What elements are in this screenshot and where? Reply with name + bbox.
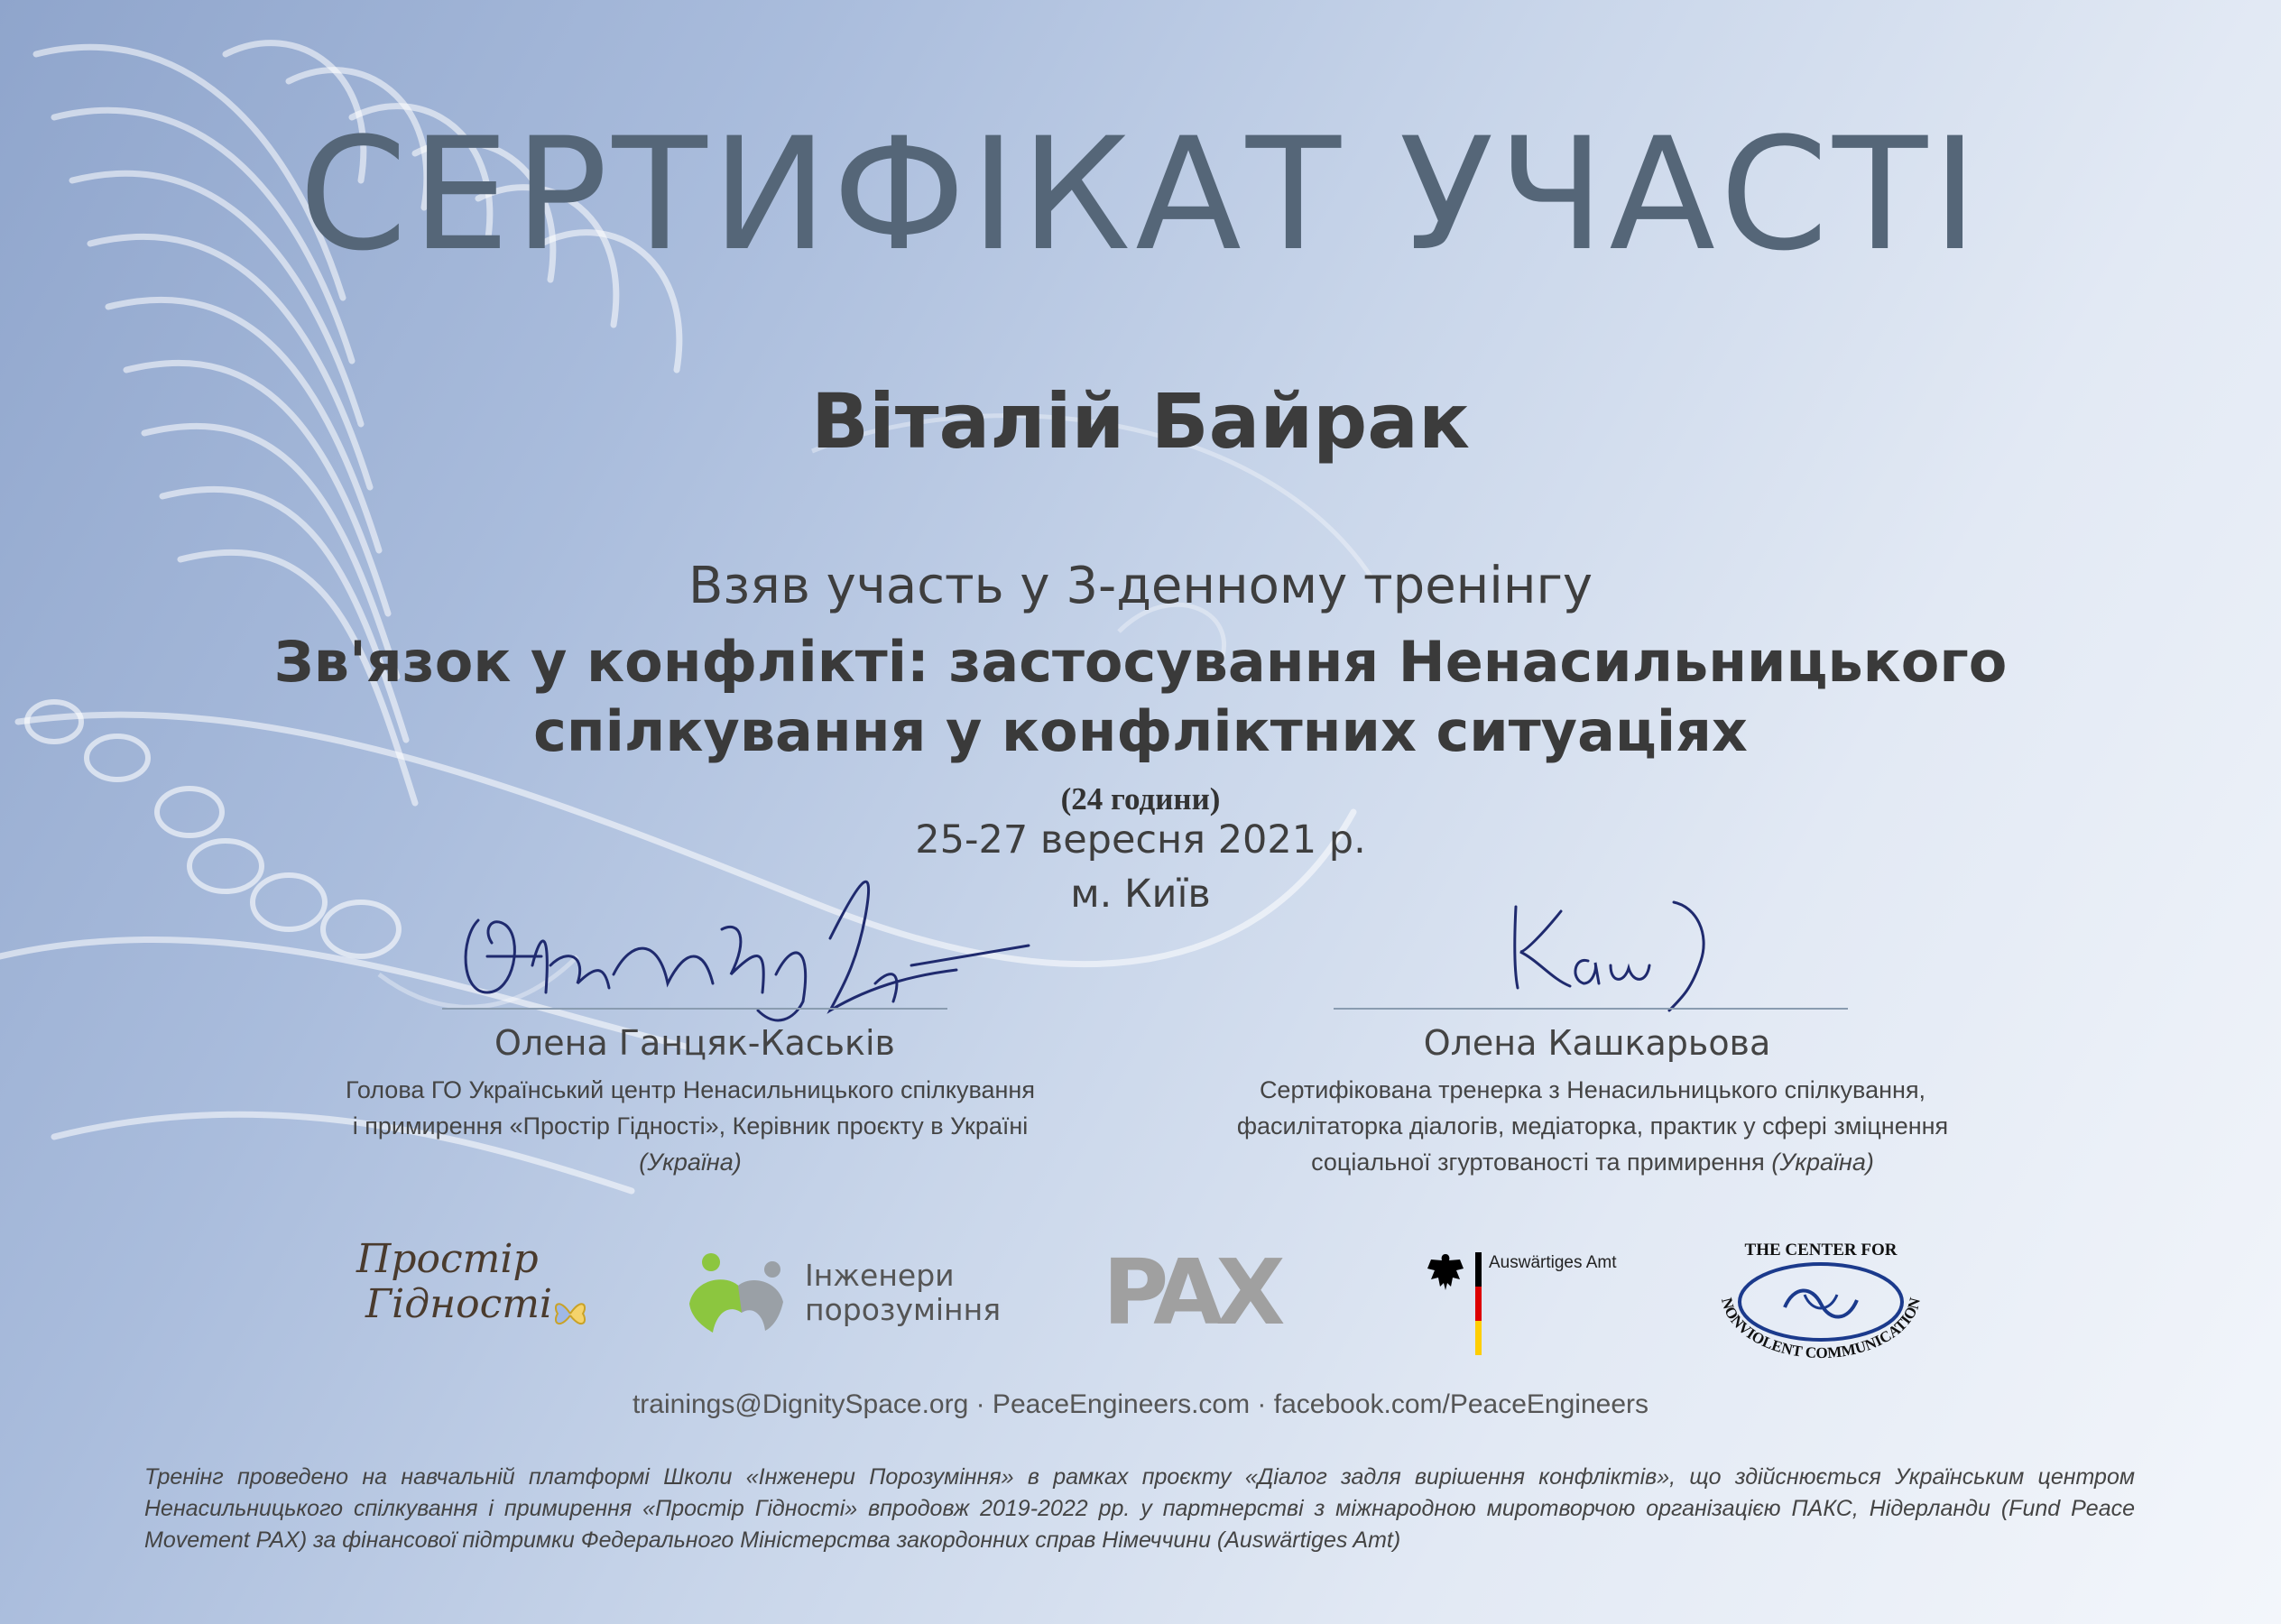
peace-engineers-logo — [686, 1250, 1011, 1349]
course-hours: (24 години) — [1060, 781, 1221, 817]
certificate-title: СЕРТИФІКАТ УЧАСТІ — [299, 104, 1982, 285]
course-title — [0, 627, 2281, 766]
signer-2-name: Олена Кашкарьова — [1423, 1023, 1771, 1063]
footer-note: Тренінг проведено на навчальній платформі Школи «Інженери Порозуміння» в рамках проєкту «Діалог задля вирішення конфліктів», що здійснюється Українським центром Ненасильницького спілкування і примирення «Простір Гідності» впродовж 2019-2022 рр. у партнерстві з міжнародною миротворчою організацією ПАКС, Нідерланди (Fund Peace Movement PAX) за фінансової підтримки Федерального Міністерства закордонних справ Німеччини (Auswärtiges Amt) — [144, 1464, 2135, 1553]
signer-1-name: Олена Ганцяк-Каськів — [494, 1023, 895, 1063]
signature-1 — [451, 857, 1047, 1038]
cnvc-text-top: THE CENTER FOR — [1744, 1241, 1898, 1260]
auswaertiges-amt-label: Auswärtiges Amt — [1489, 1253, 1617, 1272]
people-icon — [686, 1250, 794, 1340]
pax-logo: PAX — [1103, 1240, 1279, 1345]
signer-2-country: (Україна) — [1771, 1149, 1874, 1176]
course-city: м. Київ — [1070, 872, 1211, 917]
course-dates: 25-27 вересня 2021 р. — [915, 817, 1366, 863]
course-title-line-1: Зв'язок у конфлікті: застосування Ненасильницького — [273, 629, 2008, 695]
signer-1-country: (Україна) — [639, 1149, 742, 1176]
signer-1-role-line-2: і примирення «Простір Гідності», Керівник проєкту в Україні — [352, 1112, 1029, 1140]
contact-links: trainings@DignitySpace.org · PeaceEngineers.com · facebook.com/PeaceEngineers — [632, 1389, 1649, 1419]
course-title-line-2: спілкування у конфліктних ситуаціях — [533, 698, 1748, 764]
signer-2-role-line-3: соціальної згуртованості та примирення — [1311, 1149, 1765, 1176]
signer-2-role-line-2: фасилітаторка діалогів, медіаторка, практик у сфері зміцнення — [1236, 1112, 1949, 1140]
prostir-gidnosti-logo — [352, 1236, 596, 1353]
cnvc-emblem — [1704, 1232, 1938, 1376]
auswaertiges-amt-logo — [1426, 1250, 1642, 1359]
participation-text: Взяв участь у 3-денному тренінгу — [688, 557, 1593, 615]
signature-2 — [1498, 889, 1732, 1024]
signer-1-role-line-1: Голова ГО Український центр Ненасильницького спілкування — [346, 1076, 1035, 1103]
flag-stripe-red — [1475, 1287, 1482, 1321]
cnvc-logo — [1704, 1232, 1938, 1376]
signer-2-role — [1119, 1072, 2066, 1180]
flag-stripe-black — [1475, 1252, 1482, 1287]
prostir-logo-word-1: Простір — [356, 1236, 539, 1282]
cnvc-text-bottom: NONVIOLENT COMMUNICATION — [1718, 1296, 1924, 1362]
flag-stripe-gold — [1475, 1321, 1482, 1355]
butterfly-icon — [552, 1296, 588, 1332]
signature-line-1 — [442, 1008, 947, 1010]
prostir-logo-word-2: Гідності — [365, 1281, 553, 1327]
recipient-name: Віталій Байрак — [811, 377, 1470, 466]
engineers-logo-word-2: порозуміння — [805, 1292, 1002, 1327]
signer-2-role-line-1: Сертифікована тренерка з Ненасильницького спілкування, — [1259, 1076, 1926, 1103]
engineers-logo-word-1: Інженери — [805, 1258, 955, 1293]
signer-1-role — [226, 1072, 1155, 1180]
federal-eagle-icon — [1426, 1250, 1465, 1294]
signature-line-2 — [1334, 1008, 1848, 1010]
